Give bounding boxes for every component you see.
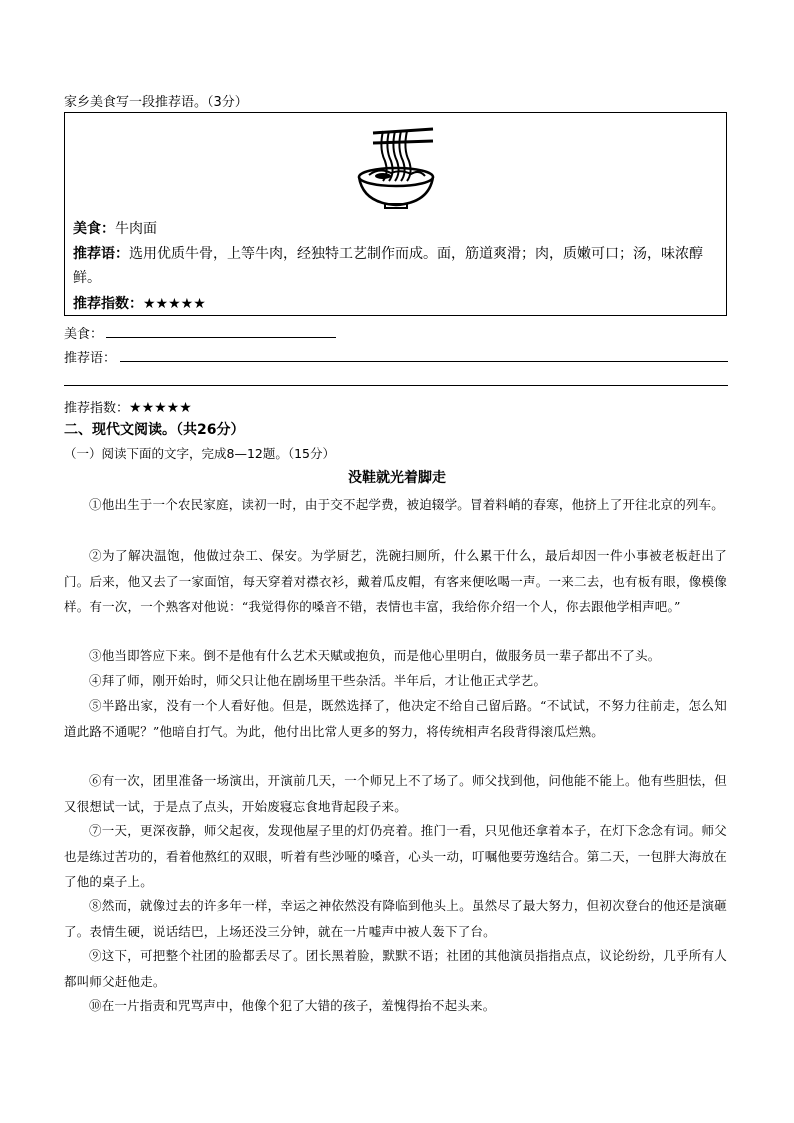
answer-rec-blank-1[interactable] bbox=[120, 361, 728, 362]
answer-index-line bbox=[64, 397, 192, 416]
article-paragraph-1: ①他出生于一个农民家庭，读初一时，由于交不起学费，被迫辍学。冒着料峭的春寒，他挤上了开往北京的列车。 bbox=[89, 497, 725, 512]
example-food-line bbox=[73, 217, 157, 241]
answer-food-blank[interactable] bbox=[106, 337, 336, 338]
answer-index-stars: ★★★★★ bbox=[129, 400, 192, 416]
article-paragraph-5: ⑤半路出家，没有一个人看好他。但是，既然选择了，他决定不给自己留后路。“不试试，不努力往前走，怎么知道此路不通呢？”他暗自打气。为此，他付出比常人更多的努力，将传统相声名段背得滚瓜烂熟。 bbox=[64, 698, 727, 739]
article-paragraph-7: ⑦一天，更深夜静，师父起夜，发现他屋子里的灯仍亮着。推门一看，只见他还拿着本子，在灯下念念有词。师父也是练过苦功的，看着他熬红的双眼，听着有些沙哑的嗓音，心头一动，叮嘱他要劳逸结合。第二天，一包胖大海放在了他的桌子上。 bbox=[64, 823, 727, 889]
article-paragraph-9: ⑨这下，可把整个社团的脸都丢尽了。团长黑着脸，默默不语；社团的其他演员指指点点，议论纷纷，几乎所有人都叫师父赶他走。 bbox=[64, 948, 727, 989]
article-title: 没鞋就光着脚走 bbox=[348, 470, 446, 486]
example-rec-label: 推荐语： bbox=[73, 246, 129, 262]
sub-title: （一）阅读下面的文字，完成8—12题。（15分） bbox=[64, 446, 336, 461]
example-rec-line2: 鲜。 bbox=[73, 270, 101, 286]
example-rec-text: 选用优质牛骨，上等牛肉，经独特工艺制作而成。面，筋道爽滑；肉，质嫩可口；汤，味浓醇 bbox=[129, 246, 703, 262]
example-rec-line bbox=[73, 242, 703, 266]
answer-rec-label: 推荐语： bbox=[64, 351, 117, 366]
example-index-label: 推荐指数： bbox=[73, 296, 143, 312]
article-paragraph-8: ⑧然而，就像过去的许多年一样，幸运之神依然没有降临到他头上。虽然尽了最大努力，但初次登台的他还是演砸了。表情生硬，说话结巴，上场还没三分钟，就在一片嘘声中被人轰下了台。 bbox=[64, 898, 727, 939]
example-index-line bbox=[73, 292, 206, 316]
example-box bbox=[64, 112, 727, 316]
article-paragraph-6: ⑥有一次，团里准备一场演出，开演前几天，一个师兄上不了场了。师父找到他，问他能不能上。他有些胆怯，但又很想试一试，于是点了点头，开始废寝忘食地背起段子来。 bbox=[64, 773, 727, 814]
example-food-label: 美食： bbox=[73, 221, 115, 237]
answer-rec-blank-2[interactable] bbox=[64, 385, 728, 386]
example-food-value: 牛肉面 bbox=[115, 221, 157, 237]
answer-index-label: 推荐指数： bbox=[64, 401, 130, 416]
question-intro: 家乡美食写一段推荐语。（3分） bbox=[64, 95, 248, 110]
section-title: 二、现代文阅读。（共26分） bbox=[64, 422, 245, 438]
article-paragraph-4: ④拜了师，刚开始时，师父只让他在剧场里干些杂活。半年后，才让他正式学艺。 bbox=[89, 673, 547, 688]
article-paragraph-3: ③他当即答应下来。倒不是他有什么艺术天赋或抱负，而是他心里明白，做服务员一辈子都出不了头。 bbox=[89, 648, 661, 663]
example-index-stars: ★★★★★ bbox=[143, 296, 206, 312]
article-paragraph-2: ②为了解决温饱，他做过杂工、保安。为学厨艺，洗碗扫厕所，什么累干什么，最后却因一件小事被老板赶出了门。后来，他又去了一家面馆，每天穿着对襟衣衫，戴着瓜皮帽，有客来便吆喝一声。一来二去，也有板有眼，像模像样。有一次，一个熟客对他说：“我觉得你的嗓音不错，表情也丰富，我给你介绍一个人，你去跟他学相声吧。” bbox=[64, 548, 727, 614]
noodle-bowl-icon bbox=[355, 119, 437, 209]
answer-food-label: 美食： bbox=[64, 327, 104, 342]
article-paragraph-10: ⑩在一片指责和咒骂声中，他像个犯了大错的孩子，羞愧得抬不起头来。 bbox=[89, 998, 496, 1013]
